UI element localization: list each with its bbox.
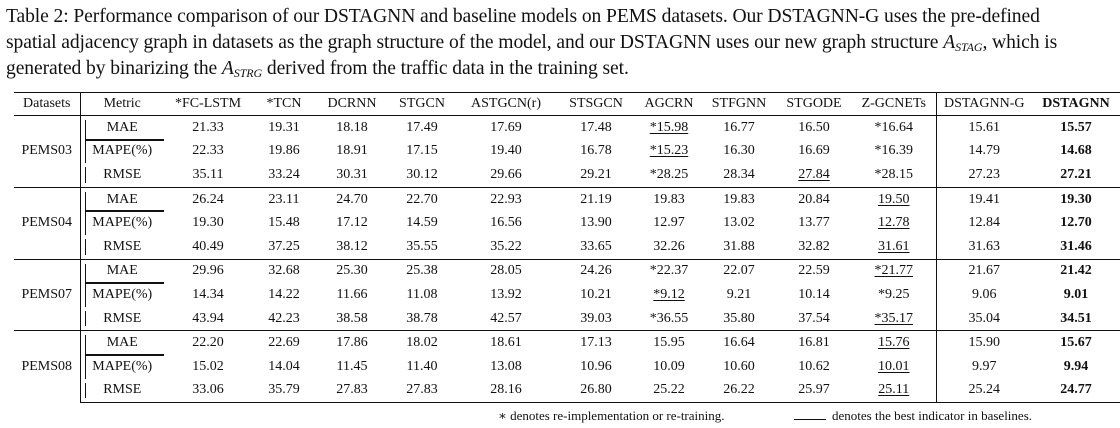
table-cell: 16.30 bbox=[723, 143, 755, 159]
table-cell: 11.08 bbox=[406, 286, 438, 302]
table-cell: 30.12 bbox=[406, 166, 438, 182]
table-cell: 9.21 bbox=[726, 286, 752, 302]
table-cell: 39.03 bbox=[580, 310, 612, 326]
table-cell: 17.12 bbox=[336, 215, 368, 231]
table-cell: 10.96 bbox=[580, 358, 612, 374]
table-row bbox=[14, 355, 1120, 379]
table-body bbox=[14, 116, 1120, 403]
table-cell: 16.69 bbox=[798, 143, 830, 159]
column-header: STGODE bbox=[776, 93, 852, 116]
table-cell: 31.88 bbox=[723, 238, 755, 254]
table-cell: 35.22 bbox=[490, 238, 522, 254]
table-cell: 26.80 bbox=[556, 379, 636, 403]
column-header: STGCN bbox=[388, 93, 456, 116]
table-cell: 18.18 bbox=[336, 119, 368, 135]
table-cell: *9.12 bbox=[653, 286, 685, 302]
metric-label: MAE bbox=[80, 259, 164, 283]
table-cell: 22.07 bbox=[702, 259, 776, 283]
column-header: Metric bbox=[80, 93, 164, 116]
column-header: STFGNN bbox=[702, 93, 776, 116]
table-cell: 10.14 bbox=[798, 286, 830, 302]
metric-label: MAE bbox=[80, 331, 164, 355]
dataset-label: PEMS08 bbox=[14, 331, 80, 403]
table-cell: 21.67 bbox=[936, 259, 1032, 283]
table-cell: 14.68 bbox=[1060, 143, 1092, 159]
table-cell: 22.69 bbox=[252, 331, 316, 355]
table-row bbox=[14, 307, 1120, 331]
table-cell: 10.62 bbox=[798, 358, 830, 374]
table-cell: *15.23 bbox=[649, 143, 689, 159]
table-cell: 25.22 bbox=[636, 379, 702, 403]
table-cell: 16.64 bbox=[702, 331, 776, 355]
table-cell: 31.61 bbox=[852, 235, 936, 259]
table-cell: 33.65 bbox=[580, 238, 612, 254]
table-cell: 12.70 bbox=[1060, 215, 1092, 231]
table-cell: 13.08 bbox=[490, 358, 522, 374]
table-cell: 25.24 bbox=[936, 379, 1032, 403]
table-cell: 15.76 bbox=[852, 331, 936, 355]
table-cell: 18.02 bbox=[388, 331, 456, 355]
table-cell: 37.25 bbox=[268, 238, 300, 254]
performance-table bbox=[14, 92, 1120, 403]
table-cell: 14.79 bbox=[968, 143, 1000, 159]
metric-label: MAE bbox=[80, 116, 164, 140]
table-cell: 27.83 bbox=[316, 379, 388, 403]
table-cell: 14.04 bbox=[268, 358, 300, 374]
symbol-a-strg: $A_{STRG}$ bbox=[221, 58, 263, 80]
table-cell: 33.24 bbox=[268, 166, 300, 182]
table-cell: 15.48 bbox=[268, 215, 300, 231]
table-cell: 14.22 bbox=[268, 286, 300, 302]
table-cell: 17.86 bbox=[316, 331, 388, 355]
table-cell: 9.97 bbox=[972, 358, 997, 374]
table-cell: 22.70 bbox=[388, 187, 456, 211]
table-cell: 26.24 bbox=[164, 187, 252, 211]
table-cell: 17.48 bbox=[580, 119, 612, 135]
table-cell: 28.16 bbox=[456, 379, 556, 403]
table-cell: 11.45 bbox=[336, 358, 368, 374]
table-cell: 25.30 bbox=[316, 259, 388, 283]
table-cell: 42.23 bbox=[268, 310, 300, 326]
metric-label: RMSE bbox=[80, 163, 164, 187]
table-cell: *36.55 bbox=[649, 310, 689, 326]
metric-label: RMSE bbox=[80, 379, 164, 403]
column-header: DSTAGNN-G bbox=[936, 93, 1032, 116]
table-cell: *15.98 bbox=[649, 119, 689, 135]
dataset-label: PEMS03 bbox=[14, 116, 80, 188]
table-cell: 15.90 bbox=[936, 331, 1032, 355]
table-cell: 22.33 bbox=[192, 143, 224, 159]
table-cell: 32.68 bbox=[252, 259, 316, 283]
table-cell: 38.78 bbox=[406, 310, 438, 326]
caption-text-2: , which is generated by binarizing the bbox=[6, 32, 1058, 79]
table-cell: 13.92 bbox=[490, 286, 522, 302]
table-cell: *21.77 bbox=[852, 259, 936, 283]
table-cell: 10.60 bbox=[723, 358, 755, 374]
table-row bbox=[14, 283, 1120, 307]
table-cell: 19.83 bbox=[636, 187, 702, 211]
table-cell: 12.97 bbox=[653, 215, 685, 231]
table-cell: 19.83 bbox=[702, 187, 776, 211]
table-cell: 15.95 bbox=[636, 331, 702, 355]
table-cell: 43.94 bbox=[192, 310, 224, 326]
table-cell: 14.59 bbox=[406, 215, 438, 231]
table-row bbox=[14, 379, 1120, 403]
table-cell: 32.82 bbox=[798, 238, 830, 254]
table-cell: 28.05 bbox=[456, 259, 556, 283]
table-cell: 35.79 bbox=[252, 379, 316, 403]
metric-label: RMSE bbox=[80, 307, 164, 331]
table-cell: 21.19 bbox=[556, 187, 636, 211]
column-header: *TCN bbox=[252, 93, 316, 116]
table-cell: 19.30 bbox=[1032, 187, 1120, 211]
table-cell: *16.64 bbox=[852, 116, 936, 140]
table-cell: 18.61 bbox=[456, 331, 556, 355]
underline-sample bbox=[794, 409, 826, 420]
table-cell: 19.50 bbox=[852, 187, 936, 211]
table-cell: 19.30 bbox=[192, 215, 224, 231]
metric-label: MAPE(%) bbox=[80, 140, 164, 164]
table-cell: 31.63 bbox=[968, 238, 1000, 254]
table-cell: 13.77 bbox=[798, 215, 830, 231]
table-row bbox=[14, 116, 1120, 140]
table-cell: 27.83 bbox=[388, 379, 456, 403]
table-cell: 32.26 bbox=[653, 238, 685, 254]
table-cell: 16.56 bbox=[490, 215, 522, 231]
column-header: Datasets bbox=[14, 93, 80, 116]
table-cell: 15.61 bbox=[968, 119, 1000, 135]
table-cell: 10.21 bbox=[580, 286, 612, 302]
footnote-underline bbox=[794, 408, 1032, 424]
table-cell: 16.77 bbox=[723, 119, 755, 135]
table-cell: 22.20 bbox=[164, 331, 252, 355]
column-header: AGCRN bbox=[636, 93, 702, 116]
table-cell: 21.33 bbox=[192, 119, 224, 135]
table-row bbox=[14, 187, 1120, 211]
column-header: Z-GCNETs bbox=[852, 93, 936, 116]
table-row bbox=[14, 331, 1120, 355]
table-cell: 34.51 bbox=[1060, 310, 1092, 326]
table-cell: 15.67 bbox=[1032, 331, 1120, 355]
table-cell: 20.84 bbox=[776, 187, 852, 211]
table-row bbox=[14, 259, 1120, 283]
table-cell: 13.90 bbox=[580, 215, 612, 231]
table-cell: 10.01 bbox=[852, 355, 936, 379]
table-cell: 38.58 bbox=[336, 310, 368, 326]
table-cell: 31.46 bbox=[1060, 238, 1092, 254]
table-cell: 27.84 bbox=[798, 166, 830, 182]
metric-label: MAPE(%) bbox=[80, 355, 164, 379]
table-cell: 22.93 bbox=[456, 187, 556, 211]
table-cell: 19.40 bbox=[490, 143, 522, 159]
table-cell: 40.49 bbox=[192, 238, 224, 254]
table-cell: 19.41 bbox=[936, 187, 1032, 211]
table-cell: 42.57 bbox=[490, 310, 522, 326]
table-row bbox=[14, 163, 1120, 187]
table-cell: 35.80 bbox=[723, 310, 755, 326]
table-cell: 15.02 bbox=[192, 358, 224, 374]
table-cell: *9.25 bbox=[852, 283, 936, 307]
table-cell: 16.78 bbox=[580, 143, 612, 159]
table-row bbox=[14, 235, 1120, 259]
metric-label: RMSE bbox=[80, 235, 164, 259]
table-cell: 17.49 bbox=[406, 119, 438, 135]
table-cell: 27.23 bbox=[968, 166, 1000, 182]
table-cell: 19.86 bbox=[268, 143, 300, 159]
table-header-row bbox=[14, 93, 1120, 116]
table-cell: *22.37 bbox=[636, 259, 702, 283]
table-cell: 23.11 bbox=[252, 187, 316, 211]
table-cell: 11.66 bbox=[336, 286, 368, 302]
dataset-label: PEMS07 bbox=[14, 259, 80, 331]
table-cell: 13.02 bbox=[723, 215, 755, 231]
column-header: DCRNN bbox=[316, 93, 388, 116]
footnote-underline-text: denotes the best indicator in baselines. bbox=[832, 408, 1033, 423]
table-cell: 27.21 bbox=[1060, 166, 1092, 182]
table-cell: 24.26 bbox=[556, 259, 636, 283]
table-cell: 17.69 bbox=[490, 119, 522, 135]
table-cell: 10.09 bbox=[653, 358, 685, 374]
table-cell: 29.21 bbox=[580, 166, 612, 182]
table-row bbox=[14, 211, 1120, 235]
table-cell: 16.81 bbox=[776, 331, 852, 355]
table-cell: 35.04 bbox=[968, 310, 1000, 326]
table-cell: 37.54 bbox=[798, 310, 830, 326]
column-header: ASTGCN(r) bbox=[456, 93, 556, 116]
table-cell: 28.34 bbox=[723, 166, 755, 182]
symbol-a-stag: $A_{STAG}$ bbox=[943, 32, 983, 54]
table-cell: 18.91 bbox=[336, 143, 368, 159]
table-cell: 14.34 bbox=[192, 286, 224, 302]
table-cell: 30.31 bbox=[336, 166, 368, 182]
table-cell: *28.25 bbox=[649, 166, 689, 182]
caption-text-3: derived from the traffic data in the training set. bbox=[262, 58, 629, 79]
table-cell: 17.15 bbox=[406, 143, 438, 159]
column-header: STSGCN bbox=[556, 93, 636, 116]
table-cell: 33.06 bbox=[164, 379, 252, 403]
table-cell: 24.70 bbox=[316, 187, 388, 211]
table-cell: *28.15 bbox=[852, 163, 936, 187]
table-cell: 38.12 bbox=[336, 238, 368, 254]
table-cell: 25.11 bbox=[852, 379, 936, 403]
table-cell: 35.11 bbox=[192, 166, 224, 182]
table-cell: 16.50 bbox=[798, 119, 830, 135]
table-caption bbox=[6, 4, 1074, 82]
metric-label: MAPE(%) bbox=[80, 283, 164, 307]
table-cell: *16.39 bbox=[852, 140, 936, 164]
table-cell: 22.59 bbox=[776, 259, 852, 283]
table-cell: 21.42 bbox=[1032, 259, 1120, 283]
table-cell: 9.06 bbox=[972, 286, 997, 302]
table-cell: 35.55 bbox=[406, 238, 438, 254]
column-header: *FC-LSTM bbox=[164, 93, 252, 116]
table-cell: 9.94 bbox=[1063, 358, 1089, 374]
table-cell: 12.84 bbox=[968, 215, 1000, 231]
metric-label: MAE bbox=[80, 187, 164, 211]
table-cell: 26.22 bbox=[702, 379, 776, 403]
footnote-star: ∗ denotes re-implementation or re-training. bbox=[498, 408, 725, 423]
caption-text-1: Table 2: Performance comparison of our DSTAGNN and baseline models on PEMS datasets. Our DSTAGNN-G uses the pre-defined spatial adjacency graph in datasets as the graph structure of the model, and our DSTAGNN uses our new graph structure bbox=[6, 6, 1040, 53]
table-cell: 15.57 bbox=[1060, 119, 1092, 135]
table-cell: 25.97 bbox=[776, 379, 852, 403]
table-cell: 29.66 bbox=[490, 166, 522, 182]
table-cell: 19.31 bbox=[268, 119, 300, 135]
table-cell: 24.77 bbox=[1032, 379, 1120, 403]
column-header: DSTAGNN bbox=[1032, 93, 1120, 116]
table-cell: 29.96 bbox=[164, 259, 252, 283]
table-row bbox=[14, 140, 1120, 164]
dataset-label: PEMS04 bbox=[14, 187, 80, 259]
table-cell: 25.38 bbox=[388, 259, 456, 283]
table-cell: 11.40 bbox=[406, 358, 438, 374]
metric-label: MAPE(%) bbox=[80, 211, 164, 235]
table-cell: 12.78 bbox=[852, 211, 936, 235]
table-cell: *35.17 bbox=[852, 307, 936, 331]
table-cell: 9.01 bbox=[1063, 286, 1089, 302]
table-cell: 17.13 bbox=[556, 331, 636, 355]
